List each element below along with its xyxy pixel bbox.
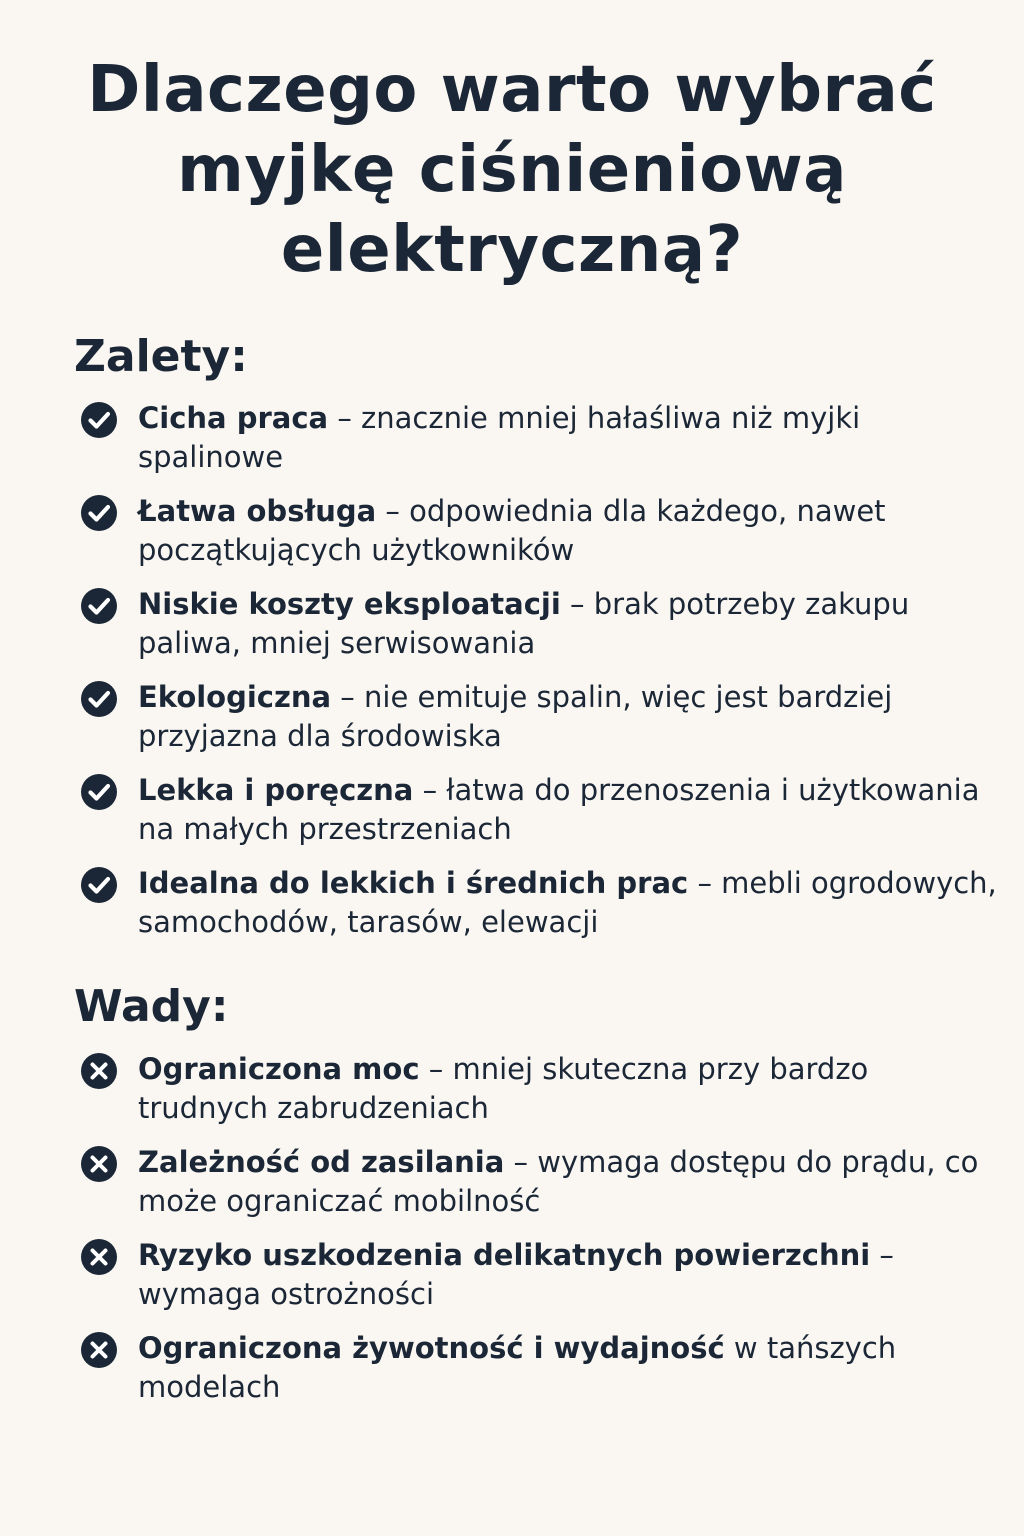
cons-item xyxy=(80,1329,1000,1407)
pros-item-lead: Cicha praca xyxy=(138,401,329,435)
cons-item xyxy=(80,1050,1000,1128)
pros-item-text: – mebli ogrodowych, samochodów, tarasów, elewacji xyxy=(138,866,997,939)
cons-item-lead: Ryzyko uszkodzenia delikatnych powierzchni xyxy=(138,1238,871,1272)
cons-heading: Wady: xyxy=(74,981,229,1032)
x-circle-icon xyxy=(80,1145,118,1183)
pros-item-lead: Lekka i poręczna xyxy=(138,773,414,807)
cons-item-lead: Zależność od zasilania xyxy=(138,1145,505,1179)
x-circle-icon xyxy=(80,1052,118,1090)
x-circle-icon xyxy=(80,1238,118,1276)
check-circle-icon xyxy=(80,680,118,718)
cons-list xyxy=(80,1050,1000,1422)
pros-item-lead: Idealna do lekkich i średnich prac xyxy=(138,866,689,900)
pros-item-text: – nie emituje spalin, więc jest bardziej przyjazna dla środowiska xyxy=(138,680,893,753)
page-title: Dlaczego warto wybrać myjkę ciśnieniową elektryczną? xyxy=(87,53,937,287)
pros-item xyxy=(80,585,1000,663)
pros-item xyxy=(80,678,1000,756)
cons-item-text: – wymaga dostępu do prądu, co może ograniczać mobilność xyxy=(138,1145,979,1218)
x-circle-icon xyxy=(80,1331,118,1369)
pros-item-text: – odpowiednia dla każdego, nawet początkujących użytkowników xyxy=(138,494,886,567)
pros-item-lead: Łatwa obsługa xyxy=(138,494,377,528)
cons-item-lead: Ograniczona moc xyxy=(138,1052,420,1086)
pros-item xyxy=(80,864,1000,942)
check-circle-icon xyxy=(80,401,118,439)
check-circle-icon xyxy=(80,773,118,811)
cons-item-text: – mniej skuteczna przy bardzo trudnych zabrudzeniach xyxy=(138,1052,869,1125)
pros-item xyxy=(80,771,1000,849)
pros-item-lead: Niskie koszty eksploatacji xyxy=(138,587,561,621)
cons-item xyxy=(80,1143,1000,1221)
pros-item xyxy=(80,492,1000,570)
check-circle-icon xyxy=(80,494,118,532)
cons-item-text: – wymaga ostrożności xyxy=(138,1238,894,1311)
pros-item xyxy=(80,399,1000,477)
check-circle-icon xyxy=(80,866,118,904)
pros-item-text: – łatwa do przenoszenia i użytkowania na małych przestrzeniach xyxy=(138,773,980,846)
pros-list xyxy=(80,399,1000,957)
cons-item-lead: Ograniczona żywotność i wydajność xyxy=(138,1331,725,1365)
check-circle-icon xyxy=(80,587,118,625)
cons-item-text: w tańszych modelach xyxy=(138,1331,897,1404)
pros-item-text: – znacznie mniej hałaśliwa niż myjki spalinowe xyxy=(138,401,861,474)
pros-heading: Zalety: xyxy=(74,331,248,382)
pros-item-text: – brak potrzeby zakupu paliwa, mniej serwisowania xyxy=(138,587,910,660)
pros-item-lead: Ekologiczna xyxy=(138,680,332,714)
cons-item xyxy=(80,1236,1000,1314)
